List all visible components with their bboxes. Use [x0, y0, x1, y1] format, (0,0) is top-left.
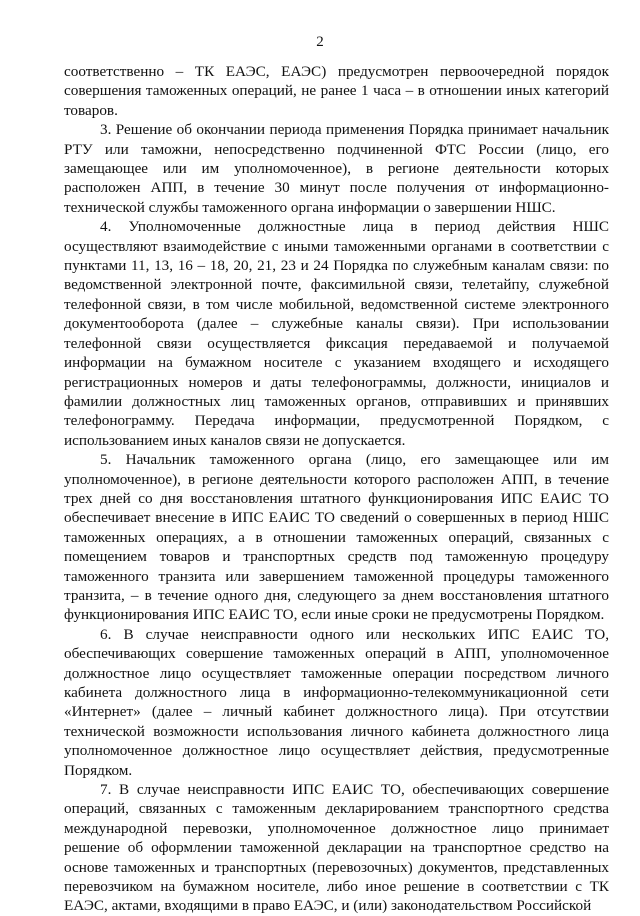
paragraph-4: 4. Уполномоченные должностные лица в период действия НШС осуществляют взаимодействие с иными таможенными органами в соответствии с пунктами 11, 13, 16 – 18, 20, 21, 23 и 24 Порядка по служебным каналам связи: по ведомственной электронной почте, факсимильной связи, телетайпу, служебной телефонной связи, в том числе мобильной, ведомственной системе электронного документооборота (далее – служебные каналы связи). При использовании телефонной связи осуществляется фиксация передаваемой и получаемой информации на бумажном носителе с указанием входящего и исходящего регистрационных номеров и даты телефонограммы, должности, инициалов и фамилии должностных лиц таможенных органов, отправивших и принявших телефонограмму. Передача информации, предусмотренной Порядком, с использованием иных каналов связи не допускается. — [64, 218, 609, 449]
paragraph-7: 7. В случае неисправности ИПС ЕАИС ТО, обеспечивающих совершение операций, связанных с таможенным декларированием транспортного средства международной перевозки, уполномоченное должностное лицо принимает решение об оформлении таможенной декларации на транспортное средство на основе таможенных и транспортных (перевозочных) документов, представленных перевозчиком на бумажном носителе, либо иное решение в соответствии с ТК ЕАЭС, актами, входящими в право ЕАЭС, и (или) законодательством Российской — [64, 781, 609, 915]
paragraph-6: 6. В случае неисправности одного или нескольких ИПС ЕАИС ТО, обеспечивающих совершение таможенных операций в АПП, уполномоченное должностное лицо осуществляет таможенные операции посредством личного кабинета должностного лица в информационно-телекоммуникационной сети «Интернет» (далее – личный кабинет должностного лица). При отсутствии технической возможности использования личного кабинета должностного лица уполномоченное должностное лицо осуществляет действия, предусмотренные Порядком. — [64, 625, 609, 779]
paragraph-continuation: соответственно – ТК ЕАЭС, ЕАЭС) предусмотрен первоочередной порядок совершения таможенных операций, не ранее 1 часа – в отношении иных категорий товаров. — [64, 63, 609, 119]
page-number: 2 — [316, 34, 324, 50]
document-body — [64, 62, 609, 916]
paragraph-5: 5. Начальник таможенного органа (лицо, его замещающее или им уполномоченное), в регионе деятельности которого расположен АПП, в течение трех дней со дня восстановления штатного функционирования ИПС ЕАИС ТО обеспечивает внесение в ИПС ЕАИС ТО сведений о совершенных в период НШС таможенных операциях, а в отношении таможенных операций, связанных с помещением товаров и транспортных средств под таможенную процедуру таможенного транзита или завершением таможенной процедуры таможенного транзита, – в течение одного дня, следующего за днем восстановления штатного функционирования ИПС ЕАИС ТО, если иные сроки не предусмотрены Порядком. — [64, 451, 609, 624]
paragraph-3: 3. Решение об окончании периода применения Порядка принимает начальник РТУ или таможни, непосредственно подчиненной ФТС России (лицо, его замещающее или им уполномоченное), в регионе деятельности которых расположен АПП, в течение 30 минут после получения от информационно-технической службы таможенного органа информации о завершении НШС. — [64, 121, 609, 216]
